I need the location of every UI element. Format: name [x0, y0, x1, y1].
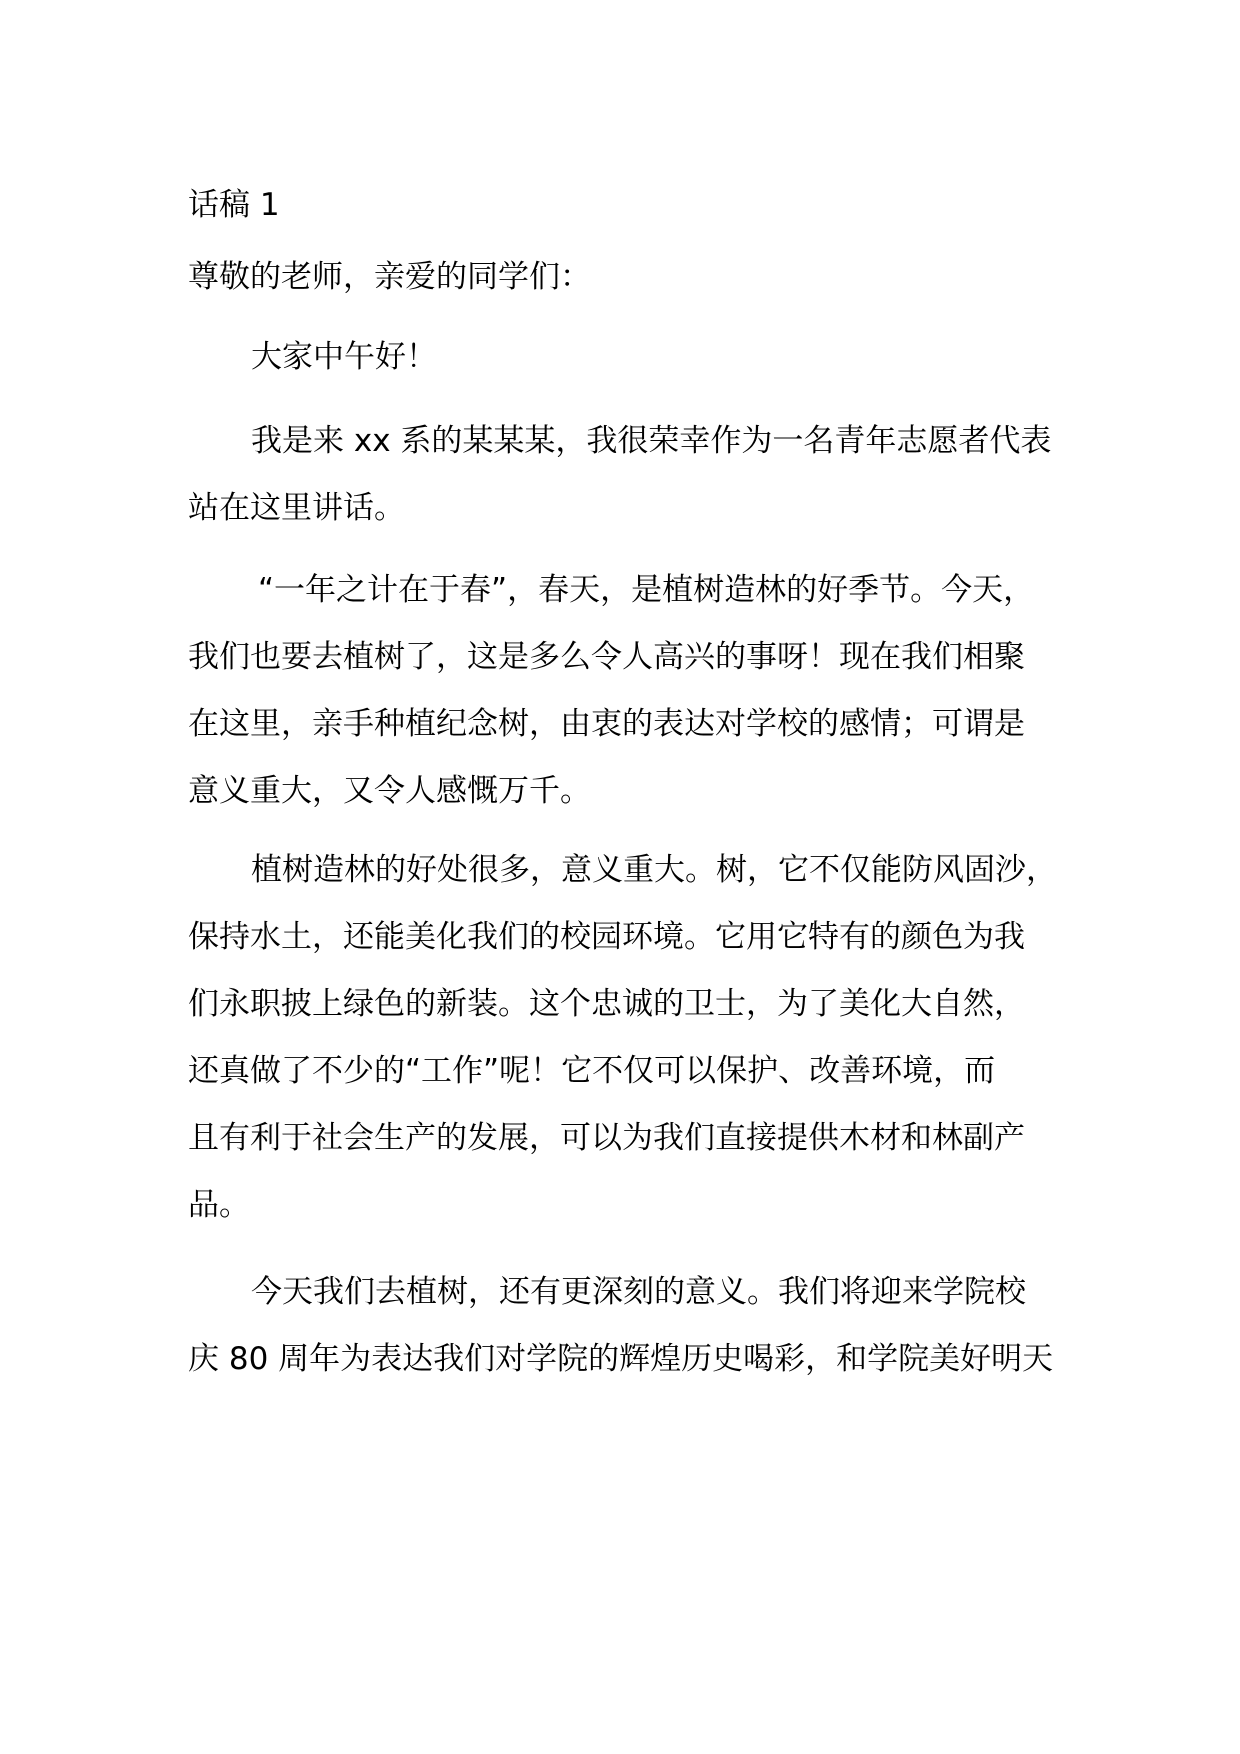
paragraph-line: “一年之计在于春”，春天，是植树造林的好季节。今天，: [258, 572, 1035, 608]
paragraph-line: 还真做了不少的“工作”呢！它不仅可以保护、改善环境，而: [188, 1053, 996, 1089]
paragraph-line: 庆 80 周年为表达我们对学院的辉煌历史喝彩，和学院美好明天: [188, 1341, 1054, 1377]
salutation: 尊敬的老师，亲爱的同学们：: [188, 259, 591, 295]
greeting: 大家中午好！: [251, 339, 437, 375]
paragraph-line: 植树造林的好处很多，意义重大。树，它不仅能防风固沙，: [251, 852, 1057, 888]
paragraph-line: 站在这里讲话。: [188, 490, 405, 526]
heading-fragment: 话稿 1: [188, 187, 280, 223]
paragraph-line: 保持水土，还能美化我们的校园环境。它用它特有的颜色为我: [188, 919, 1025, 955]
paragraph-line: 我们也要去植树了，这是多么令人高兴的事呀！现在我们相聚: [188, 639, 1025, 675]
paragraph-line: 意义重大，又令人感慨万千。: [188, 773, 591, 809]
paragraph-line: 且有利于社会生产的发展，可以为我们直接提供木材和林副产: [188, 1120, 1025, 1156]
paragraph-line: 们永职披上绿色的新装。这个忠诚的卫士，为了美化大自然，: [188, 986, 1025, 1022]
paragraph-line: 今天我们去植树，还有更深刻的意义。我们将迎来学院校: [251, 1274, 1026, 1310]
paragraph-line: 我是来 xx 系的某某某，我很荣幸作为一名青年志愿者代表: [251, 423, 1052, 459]
paragraph-line: 品。: [188, 1187, 250, 1223]
paragraph-line: 在这里，亲手种植纪念树，由衷的表达对学校的感情；可谓是: [188, 706, 1025, 742]
